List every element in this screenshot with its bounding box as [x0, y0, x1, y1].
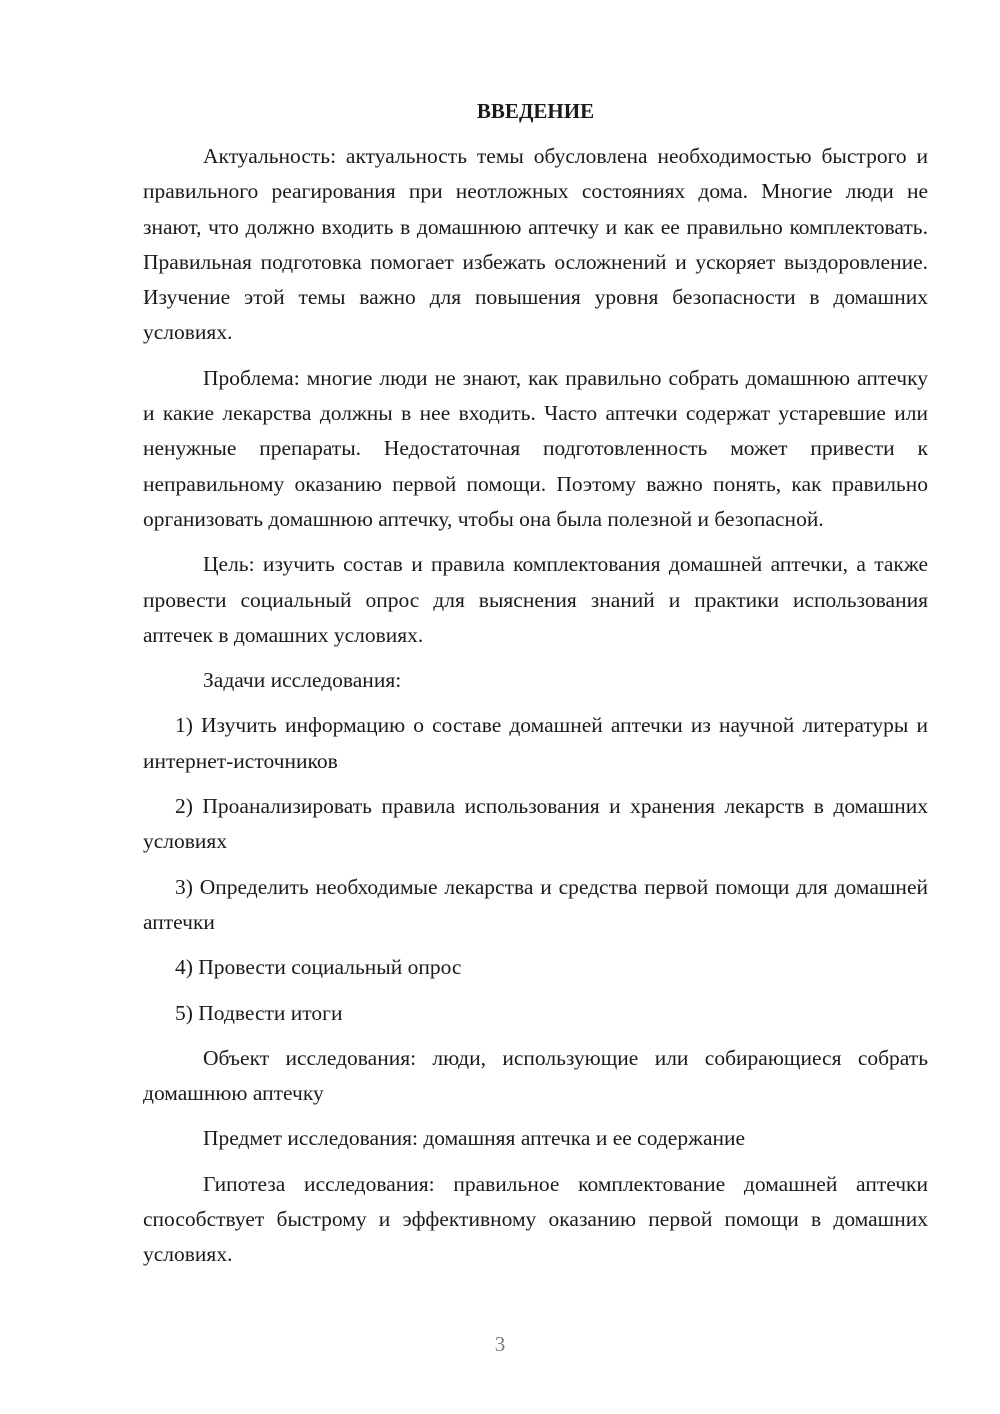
problem-paragraph: Проблема: многие люди не знают, как правильно собрать домашнюю аптечку и какие лекарства должны в нее входить. Часто аптечки содержат устаревшие или ненужные препараты. Недостаточная подготовленность может привести к неправильному оказанию первой помощи. Поэтому важно понять, как правильно организовать домашнюю аптечку, чтобы она была полезной и безопасной.	[143, 365, 928, 531]
page-title: ВВЕДЕНИЕ	[476, 99, 595, 123]
page-number: 3	[494, 1332, 506, 1356]
task-item-2: 2) Проанализировать правила использования и хранения лекарств в домашних условиях	[143, 794, 928, 854]
task-item-4: 4) Провести социальный опрос	[175, 955, 462, 980]
task-item-1: 1) Изучить информацию о составе домашней аптечки из научной литературы и интернет-источников	[143, 713, 928, 773]
object-paragraph: Объект исследования: люди, использующие или собирающиеся собрать домашнюю аптечку	[143, 1045, 928, 1106]
tasks-heading: Задачи исследования:	[203, 668, 402, 693]
goal-paragraph: Цель: изучить состав и правила комплектования домашней аптечки, а также провести социальный опрос для выяснения знаний и практики использования аптечек в домашних условиях.	[143, 552, 928, 647]
task-item-5: 5) Подвести итоги	[175, 1000, 343, 1025]
relevance-paragraph: Актуальность: актуальность темы обусловлена необходимостью быстрого и правильного реагирования при неотложных состояниях дома. Многие люди не знают, что должно входить в домашнюю аптечку и как ее правильно комплектовать. Правильная подготовка помогает избежать осложнений и ускоряет выздоровление. Изучение этой темы важно для повышения уровня безопасности в домашних условиях.	[143, 144, 928, 345]
document-page	[143, 96, 928, 1283]
subject-paragraph: Предмет исследования: домашняя аптечка и ее содержание	[203, 1126, 746, 1151]
task-item-3: 3) Определить необходимые лекарства и средства первой помощи для домашней аптечки	[143, 874, 928, 934]
hypothesis-paragraph: Гипотеза исследования: правильное комплектование домашней аптечки способствует быстрому и эффективному оказанию первой помощи в домашних условиях.	[143, 1171, 928, 1267]
